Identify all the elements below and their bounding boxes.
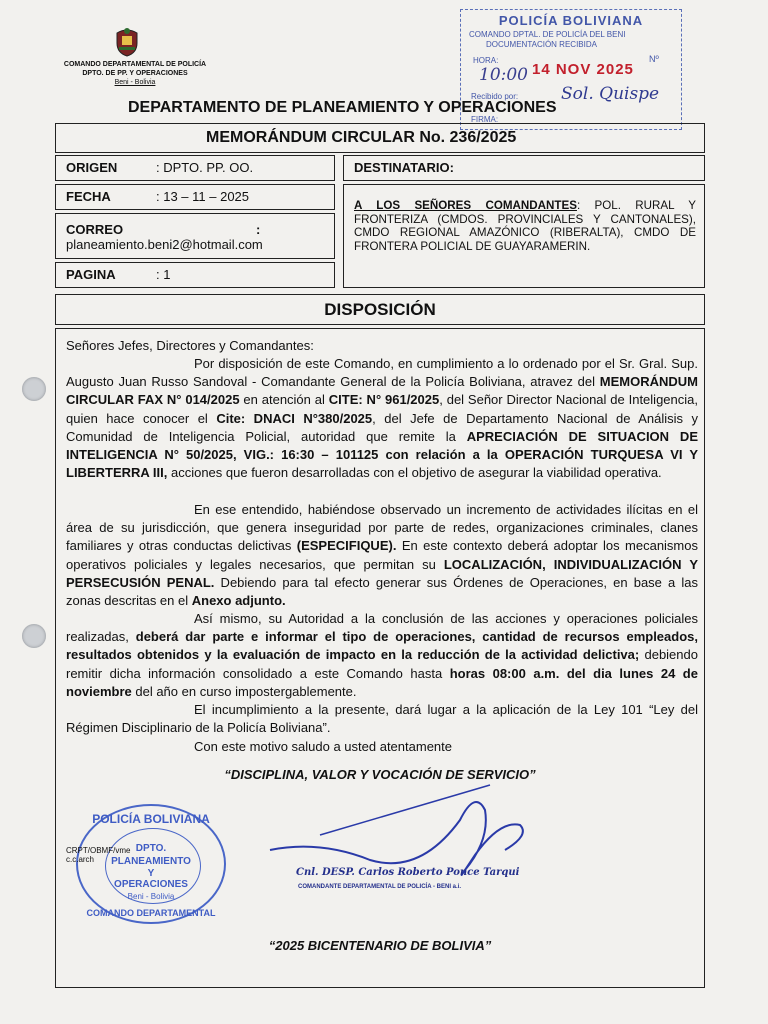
p3-text-b: debiendo remitir dicha información consolidado a este Comando hasta (66, 647, 698, 681)
stamp-line-2: COMANDO DPTAL. DE POLICÍA DEL BENI (469, 30, 626, 39)
memo-number-box (55, 123, 705, 153)
seal-line-3: Y (147, 868, 155, 879)
p1-apreciacion: APRECIACIÓN DE SITUACION DE INTELIGENCIA N° 50/2025, VIG.: 16:30 – 101125 con relación a la OPERACIÓN TURQUESA VI Y LIBERTERRA III, (66, 428, 698, 481)
destinatario-label: DESTINATARIO: (354, 160, 454, 175)
p2-anexo: Anexo adjunto. (191, 593, 286, 609)
stamp-recibido-signature: Sol. Quispe (561, 84, 660, 104)
destinatario-lead: A LOS SEÑORES COMANDANTES (354, 199, 577, 212)
police-emblem-icon (113, 27, 141, 57)
paragraph-1 (66, 355, 698, 482)
signer-name: Cnl. DESP. Carlos Roberto Ponce Tarqui (296, 867, 520, 878)
p1-text-d: , del Jefe de Departamento Nacional de Análisis y Comunidad de Inteligencia Policial, autoridad que remite la (66, 410, 699, 444)
correo-label: CORREO (66, 222, 124, 237)
p2-text-c: Debiendo para tal efecto generar sus Órdenes de Operaciones, en base a las zonas descritas en el (66, 574, 699, 609)
p3-deadline: horas 08:00 a.m. del dia lunes 24 de noviembre (66, 665, 698, 699)
p2-localizacion: LOCALIZACIÓN, INDIVIDUALIZACIÓN Y PERSECUSIÓN PENAL. (66, 556, 699, 590)
p1-text-b: en atención al (239, 392, 329, 408)
correo-value: planeamiento.beni2@hotmail.com (66, 237, 263, 252)
seal-top-text: POLICÍA BOLIVIANA (92, 812, 210, 826)
seal-line-5: Beni - Bolivia (127, 892, 175, 901)
signature-icon (260, 780, 560, 900)
paragraph-2 (66, 501, 698, 610)
ref-line-1: CRPT/OBMF/vme (66, 846, 131, 855)
destinatario-value: : POL. RURAL Y FRONTERIZA (CMDOS. PROVINCIALES Y CANTONALES), CMDO REGIONAL AMAZÓNICO (RIBERALTA), CMDO DE FRONTERA POLICIAL DE GUAYARAMERIN. (354, 199, 697, 253)
closing: Con este motivo saludo a usted atentamente (194, 739, 452, 754)
p1-cite-ref: CITE: N° 961/2025 (328, 392, 440, 408)
salutation: Señores Jefes, Directores y Comandantes: (66, 338, 314, 353)
pagina-value: : 1 (156, 267, 171, 282)
stamp-date: 14 NOV 2025 (532, 61, 634, 78)
p2-text-b: En este contexto deberá adoptar los mecanismos operativos policiales y legales necesarios, que permitan su (66, 538, 698, 572)
p3-instruction: deberá dar parte e informar el tipo de operaciones, cantidad de recursos empleados, resultados obtenidos y la evaluación de impacto en la reducción de la actividad delictiva; (66, 629, 698, 663)
fecha-box (55, 184, 335, 210)
seal-bottom-text: COMANDO DEPARTAMENTAL (86, 908, 216, 918)
reference-initials (66, 846, 130, 864)
pagina-label: PAGINA (66, 267, 116, 282)
stamp-recibido-label: Recibido por: (471, 92, 519, 101)
p2-especifique: (ESPECIFIQUE). (296, 538, 397, 554)
fecha-label: FECHA (66, 189, 111, 204)
punch-hole (22, 624, 46, 648)
correo-box (55, 213, 335, 259)
stamp-firma-label: FIRMA: (471, 115, 499, 124)
paragraph-3 (66, 610, 698, 701)
p1-dnaci-ref: Cite: DNACI N°380/2025 (216, 410, 373, 426)
p1-memo-ref: MEMORÁNDUM CIRCULAR FAX N° 014/2025 (66, 374, 698, 408)
memo-number: MEMORÁNDUM CIRCULAR No. 236/2025 (206, 129, 517, 146)
stamp-hora-label: HORA: (473, 56, 499, 65)
signer-role: COMANDANTE DEPARTAMENTAL DE POLICÍA - BENI a.i. (298, 884, 462, 890)
stamp-line-3: DOCUMENTACIÓN RECIBIDA (486, 40, 597, 49)
org-line-1: COMANDO DEPARTAMENTAL DE POLICÍA (63, 61, 207, 68)
page-title: DEPARTAMENTO DE PLANEAMIENTO Y OPERACIONES (128, 99, 557, 116)
department-seal (76, 804, 226, 924)
paragraph-4: El incumplimiento a la presente, dará lugar a la aplicación de la Ley 101 “Ley del Régimen Disciplinario de la Policía Boliviana”. (66, 702, 698, 736)
p2-text-a: En ese entendido, habiéndose observado un incremento de actividades ilícitas en el área de su jurisdicción, que genera inseguridad por parte de redes, organizaciones criminales, clanes familiares y otras conductas delictivas (66, 502, 698, 554)
disposicion-title: DISPOSICIÓN (55, 294, 705, 325)
destinatario-box (343, 184, 705, 288)
seal-line-1: DPTO. (135, 843, 167, 854)
destinatario-text (354, 199, 696, 253)
motto: “DISCIPLINA, VALOR Y VOCACIÓN DE SERVICIO” (224, 767, 536, 782)
origen-value: : DPTO. PP. OO. (156, 160, 254, 175)
p1-text-c: , del Señor Director Nacional de Inteligencia, quien hace conocer el (66, 392, 698, 426)
ref-line-2: c.c.arch (66, 855, 95, 864)
stamp-title: POLICÍA BOLIVIANA (498, 13, 644, 28)
p1-text-a: Por disposición de este Comando, en cumplimiento a lo ordenado por el Sr. Gral. Sup. Augusto Juan Russo Sandoval - Comandante General de la Policía Boliviana, atravez del (66, 356, 698, 390)
fecha-value: : 13 – 11 – 2025 (156, 189, 250, 204)
p3-text-c: del año en curso impostergablemente. (131, 683, 357, 699)
origen-label: ORIGEN (66, 160, 118, 175)
stamp-hora-value: 10:00 (479, 65, 528, 85)
p1-text-e: acciones que fueron desarrolladas con el objetivo de asegurar la viabilidad operativa. (167, 465, 662, 481)
stamp-nro-label: Nº (649, 54, 659, 64)
seal-line-2: PLANEAMIENTO (111, 856, 191, 867)
org-line-3: Beni - Bolivia (114, 79, 156, 86)
origen-box (55, 155, 335, 181)
org-line-2: DPTO. DE PP. Y OPERACIONES (82, 70, 188, 77)
correo-colon: : (256, 222, 261, 237)
bicentenario: “2025 BICENTENARIO DE BOLIVIA” (268, 938, 492, 953)
p3-text-a: Así mismo, su Autoridad a la conclusión de las acciones y operaciones policiales realizadas, (66, 611, 698, 645)
pagina-box (55, 262, 335, 288)
seal-line-4: OPERACIONES (114, 879, 188, 890)
punch-hole (22, 377, 46, 401)
destinatario-header-box (343, 155, 705, 181)
